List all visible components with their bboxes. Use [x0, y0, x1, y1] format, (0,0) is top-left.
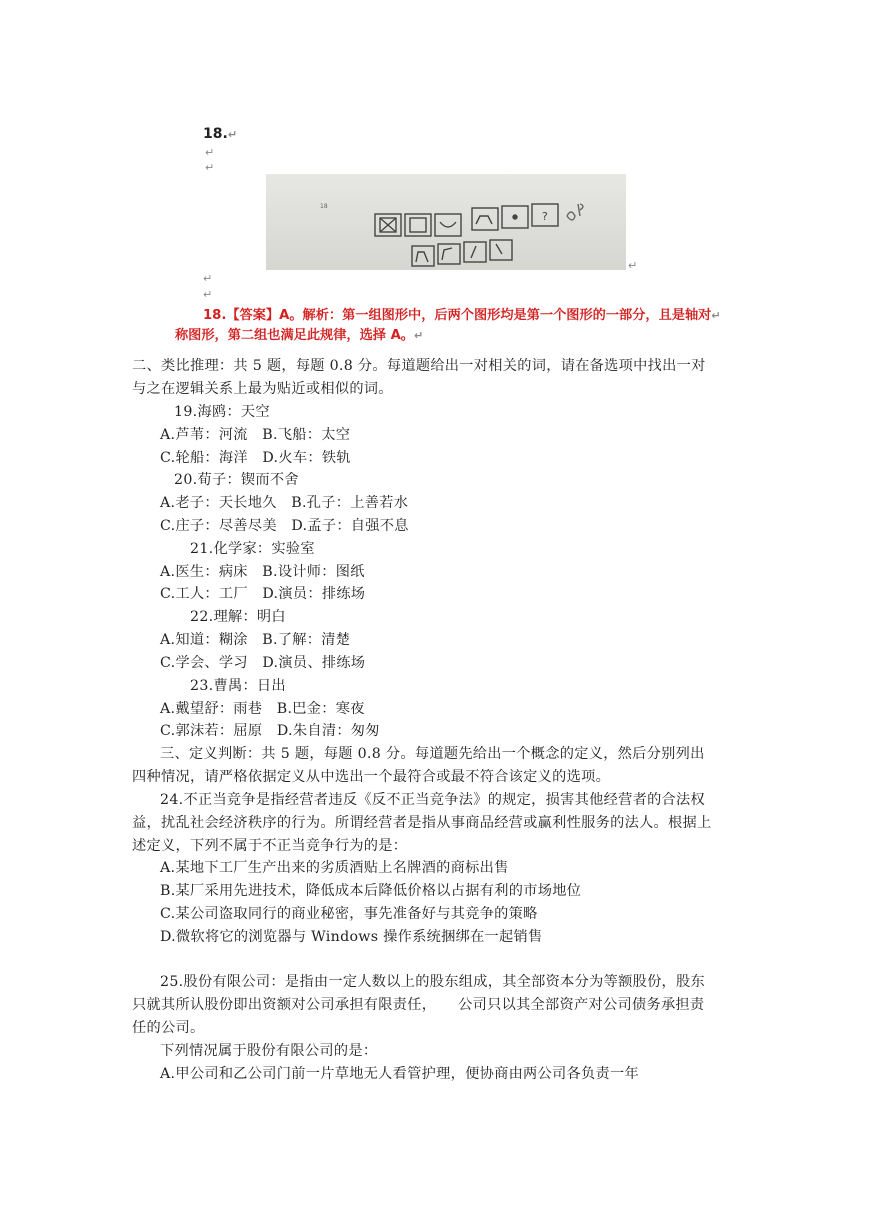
paragraph-mark: ↵ — [203, 272, 213, 285]
paragraph-mark: ↵ — [205, 146, 215, 159]
question-19-stem: 19.海鸥：天空 — [174, 404, 270, 420]
section-3-intro-line-1: 三、定义判断：共 5 题，每题 0.8 分。每道题先给出一个概念的定义，然后分别列出 — [160, 746, 705, 762]
question-18-answer-line-2: 称图形，第二组也满足此规律，选择 A。↵ — [175, 328, 424, 343]
question-23-options-cd: C.郭沫若：屈原 D.朱自清：匆匆 — [160, 723, 380, 739]
section-2-intro-line-2: 与之在逻辑关系上最为贴近或相似的词。 — [132, 381, 393, 397]
question-18-answer-line-1: 18.【答案】A。解析：第一组图形中，后两个图形均是第一个图形的一部分，且是轴对↵ — [203, 308, 721, 323]
question-22-options-ab: A.知道：糊涂 B.了解：清楚 — [160, 632, 351, 648]
option-box-d — [490, 240, 512, 260]
question-21-options-ab: A.医生：病床 B.设计师：图纸 — [160, 564, 365, 580]
question-mark-in-figure: ? — [542, 210, 548, 223]
question-25-option-a: A.甲公司和乙公司门前一片草地无人看管护理，便协商由两公司各负责一年 — [160, 1066, 639, 1082]
figure-puzzle-drawing — [266, 174, 626, 270]
question-21-stem: 21.化学家：实验室 — [190, 541, 315, 557]
question-21-options-cd: C.工人：工厂 D.演员：排练场 — [160, 586, 366, 602]
question-19-options-cd: C.轮船：海洋 D.火车：铁轨 — [160, 450, 351, 466]
question-24-line-1: 24.不正当竞争是指经营者违反《反不正当竞争法》的规定，损害其他经营者的合法权 — [160, 792, 706, 808]
figure-box-4 — [472, 208, 498, 230]
question-23-options-ab: A.戴望舒：雨巷 B.巴金：寒夜 — [160, 701, 365, 717]
option-box-c — [464, 242, 486, 262]
section-3-intro-line-2: 四种情况，请严格依据定义从中选出一个最符合或最不符合该定义的选项。 — [132, 769, 611, 785]
question-24-option-d: D.微软将它的浏览器与 Windows 操作系统捆绑在一起销售 — [160, 929, 543, 945]
option-box-b — [438, 244, 460, 264]
option-box-a — [412, 246, 434, 266]
paragraph-mark: ↵ — [203, 288, 213, 301]
question-23-stem: 23.曹禺：日出 — [190, 678, 286, 694]
question-25-line-2: 只就其所认股份即出资额对公司承担有限责任， 公司只以其全部资产对公司债务承担责 — [132, 997, 705, 1013]
question-24-option-c: C.某公司盗取同行的商业秘密，事先准备好与其竞争的策略 — [160, 906, 538, 922]
question-20-options-cd: C.庄子：尽善尽美 D.孟子：自强不息 — [160, 518, 409, 534]
question-24-line-2: 益，扰乱社会经济秩序的行为。所谓经营者是指从事商品经营或赢利性服务的法人。根据上 — [132, 815, 712, 831]
question-22-stem: 22.理解：明白 — [190, 609, 286, 625]
question-20-stem: 20.荀子：锲而不舍 — [174, 472, 299, 488]
question-19-options-ab: A.芦苇：河流 B.飞船：太空 — [160, 427, 351, 443]
question-24-option-b: B.某厂采用先进技术，降低成本后降低价格以占据有利的市场地位 — [160, 883, 582, 899]
question-18-number: 18.↵ — [203, 126, 238, 142]
question-25-line-3: 任的公司。 — [132, 1020, 205, 1036]
question-25-prompt: 下列情况属于股份有限公司的是： — [160, 1043, 378, 1059]
question-20-options-ab: A.老子：天长地久 B.孔子：上善若水 — [160, 495, 409, 511]
question-24-option-a: A.某地下工厂生产出来的劣质酒贴上名牌酒的商标出售 — [160, 860, 509, 876]
figure-box-3 — [435, 214, 461, 236]
figure-label: 18 — [320, 203, 328, 210]
paragraph-mark: ↵ — [205, 161, 215, 174]
question-24-line-3: 述定义，下列不属于不正当竞争行为的是： — [132, 838, 408, 854]
question-18-figure-photo — [266, 174, 626, 270]
question-22-options-cd: C.学会、学习 D.演员、排练场 — [160, 655, 366, 671]
section-2-intro-line-1: 二、类比推理：共 5 题，每题 0.8 分。每道题给出一对相关的词，请在备选项中找出一对 — [132, 358, 706, 374]
paragraph-mark: ↵ — [628, 259, 638, 272]
question-25-line-1: 25.股份有限公司：是指由一定人数以上的股东组成，其全部资本分为等额股份，股东 — [160, 974, 706, 990]
